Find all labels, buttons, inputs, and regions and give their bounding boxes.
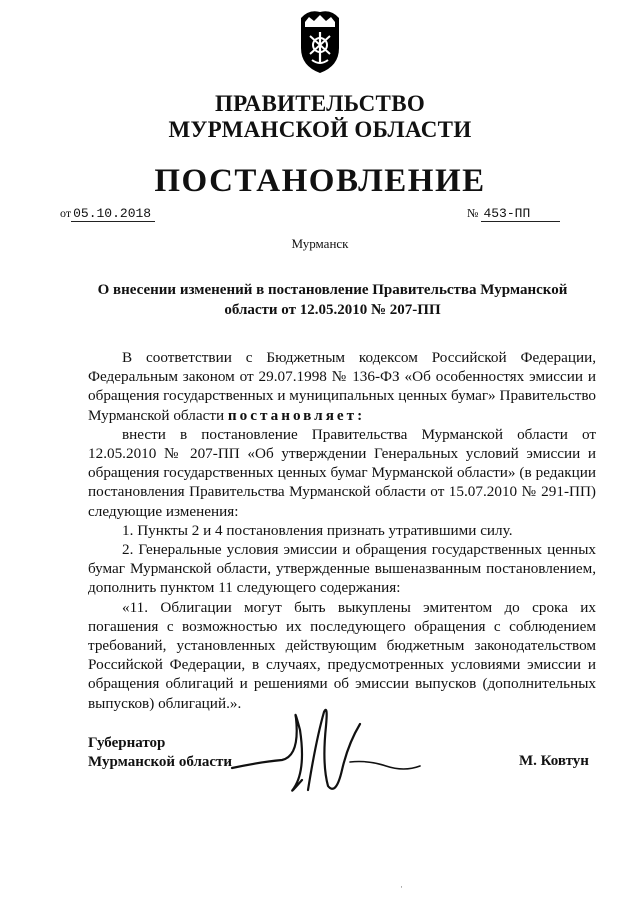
document-date: 05.10.2018 bbox=[71, 206, 155, 222]
preamble-text: В соответствии с Бюджетным кодексом Российской Федерации, Федеральным законом от 29.07.1998 № 136-ФЗ «Об особенностях эмиссии и обращения государственных и муниципальных ценных бумаг» Правительство Мурманской области bbox=[88, 349, 596, 424]
subject-line1: О внесении изменений в постановление Правительства Мурманской bbox=[97, 282, 568, 298]
subject-line2: области от 12.05.2010 № 207-ПП bbox=[224, 302, 441, 318]
document-number: 453-ПП bbox=[481, 206, 560, 222]
date-prefix: от bbox=[60, 206, 72, 220]
handwritten-signature-icon bbox=[210, 700, 430, 810]
number-prefix: № bbox=[467, 206, 479, 220]
paragraph-item1: 1. Пункты 2 и 4 постановления признать утратившими силу. bbox=[122, 521, 513, 539]
scan-speck: · bbox=[400, 882, 403, 892]
signatory-title-line1: Губернатор bbox=[88, 735, 166, 751]
paragraph-quote: «11. Облигации могут быть выкуплены эмитентом до срока их погашения с возможностью их последующего обращения с соблюдением требований, установленных действующим бюджетным законодательством Российской Федерации, в случаях, предусмотренных условиями эмиссии и обращения облигаций и решениями об эмиссии выпусков (дополнительных выпусков) облигаций.». bbox=[88, 598, 596, 712]
organization-title-line2: МУРМАНСКОЙ ОБЛАСТИ bbox=[168, 117, 472, 142]
paragraph-preamble bbox=[88, 348, 596, 425]
signatory-title-line2: Мурманской области bbox=[88, 754, 233, 770]
paragraph-amend: внести в постановление Правительства Мурманской области от 12.05.2010 № 207-ПП «Об утверждении Генеральных условий эмиссии и обращения государственных ценных бумаг Мурманской области» (в редакции постановления Правительства Мурманской области от 15.07.2010 № 291-ПП) следующие изменения: bbox=[88, 425, 596, 520]
number-block bbox=[467, 206, 560, 222]
organization-title-line1: ПРАВИТЕЛЬСТВО bbox=[214, 91, 426, 116]
date-block bbox=[60, 206, 155, 222]
coat-of-arms-icon bbox=[293, 8, 347, 74]
document-subject bbox=[80, 280, 585, 320]
document-type-title: ПОСТАНОВЛЕНИЕ bbox=[154, 163, 486, 199]
signatory-name: М. Ковтун bbox=[519, 753, 589, 769]
resolve-word: постановляет: bbox=[227, 406, 366, 424]
paragraph-item2: 2. Генеральные условия эмиссии и обращения государственных ценных бумаг Мурманской области, утвержденные вышеназванным постановлением, дополнить пунктом 11 следующего содержания: bbox=[88, 541, 596, 597]
document-body bbox=[88, 348, 596, 713]
city: Мурманск bbox=[291, 236, 349, 251]
